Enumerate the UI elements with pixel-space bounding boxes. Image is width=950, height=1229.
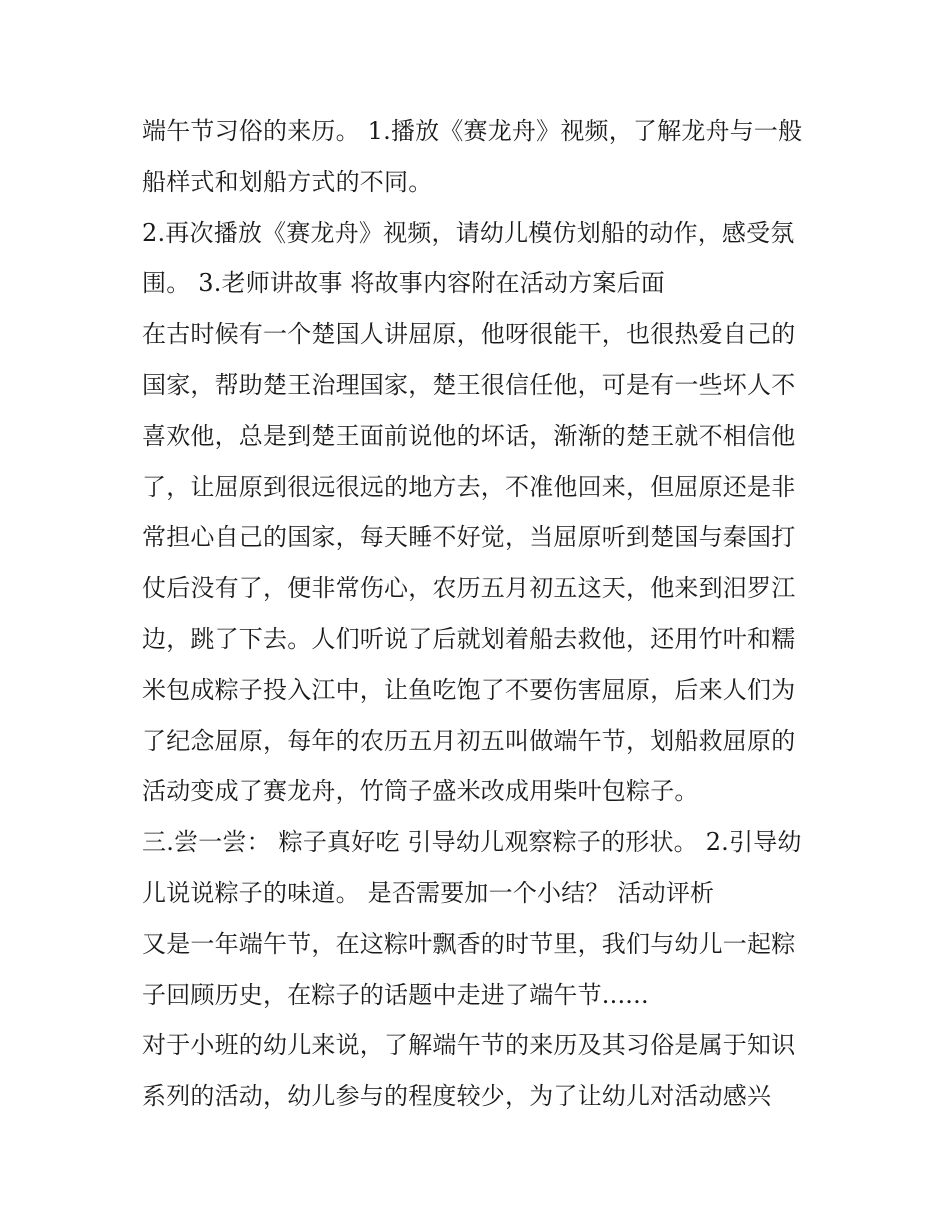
document-body <box>142 106 822 1122</box>
text-line: 2.再次播放《赛龙舟》视频，请幼儿模仿划船的动作，感受氛 <box>142 218 795 247</box>
text-line: 儿说说粽子的味道。 是否需要加一个小结？ 活动评析 <box>142 878 715 907</box>
paragraph-evaluation-intro <box>142 919 822 1021</box>
text-line: 又是一年端午节，在这粽叶飘香的时节里，我们与幼儿一起粽 <box>142 929 796 958</box>
text-line: 了，让屈原到很远很远的地方去，不准他回来，但屈原还是非 <box>142 472 796 501</box>
text-line: 活动变成了赛龙舟，竹筒子盛米改成用柴叶包粽子。 <box>142 777 699 806</box>
text-line: 在古时候有一个楚国人讲屈原，他呀很能干，也很热爱自己的 <box>142 320 796 349</box>
paragraph-taste-zongzi <box>142 817 822 919</box>
text-line: 子回顾历史，在粽子的话题中走进了端午节...... <box>142 980 649 1009</box>
paragraph-replay-video <box>142 208 822 310</box>
paragraph-quyuan-story <box>142 309 822 817</box>
text-line: 常担心自己的国家，每天睡不好觉，当屈原听到楚国与秦国打 <box>142 523 796 552</box>
text-line: 边，跳了下去。人们听说了后就划着船去救他，还用竹叶和糯 <box>142 624 796 653</box>
paragraph-activity-intro <box>142 106 822 208</box>
text-line: 米包成粽子投入江中，让鱼吃饱了不要伤害屈原，后来人们为 <box>142 675 796 704</box>
text-line: 端午节习俗的来历。 1.播放《赛龙舟》视频，了解龙舟与一般 <box>142 117 803 145</box>
paragraph-evaluation-body <box>142 1020 822 1122</box>
text-line: 围。 3.老师讲故事 将故事内容附在活动方案后面 <box>142 269 665 298</box>
text-line: 对于小班的幼儿来说，了解端午节的来历及其习俗是属于知识 <box>142 1031 796 1060</box>
text-line: 国家，帮助楚王治理国家，楚王很信任他，可是有一些坏人不 <box>142 370 796 399</box>
text-line: 系列的活动，幼儿参与的程度较少，为了让幼儿对活动感兴 <box>142 1082 772 1111</box>
text-line: 了纪念屈原，每年的农历五月初五叫做端午节，划船救屈原的 <box>142 726 796 755</box>
text-line: 仗后没有了，便非常伤心，农历五月初五这天，他来到汨罗江 <box>142 574 796 603</box>
text-line: 喜欢他，总是到楚王面前说他的坏话，渐渐的楚王就不相信他 <box>142 421 796 450</box>
text-line: 船样式和划船方式的不同。 <box>142 167 433 196</box>
text-line: 三.尝一尝： 粽子真好吃 引导幼儿观察粽子的形状。 2.引导幼 <box>142 828 802 857</box>
